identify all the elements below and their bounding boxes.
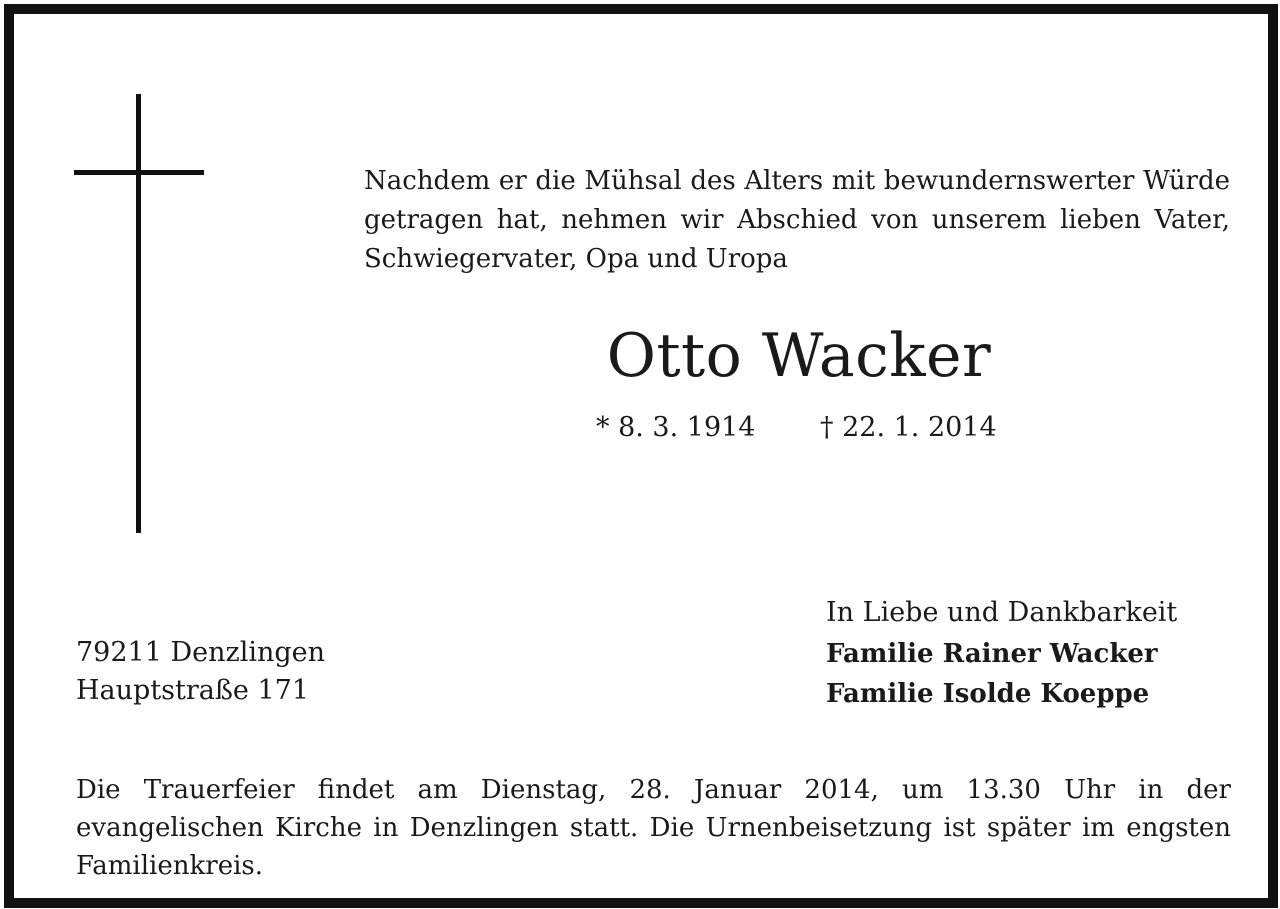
family-name: Familie Rainer Wacker [826, 639, 1158, 669]
birth-date: * 8. 3. 1914 [596, 412, 756, 443]
service-text: Die Trauerfeier findet am Dienstag, 28. Januar 2014, um 13.30 Uhr in der evangelischen Kirche in Denzlingen statt. Die Urnenbeisetzung ist später im engsten Familienkreis. [76, 775, 1231, 881]
cross-horizontal-bar [74, 170, 204, 175]
signoff-block [826, 592, 1177, 714]
intro-text: Nachdem er die Mühsal des Alters mit bewundernswerter Würde getragen hat, nehmen wir Abschied von unserem lieben Vater, Schwiegervater, Opa und Uropa [364, 166, 1230, 274]
family-name: Familie Isolde Koeppe [826, 679, 1150, 709]
signoff-greeting: In Liebe und Dankbarkeit [826, 597, 1178, 628]
address-line-street: Hauptstraße 171 [76, 675, 310, 706]
address-line-city: 79211 Denzlingen [76, 637, 326, 668]
obituary-frame [4, 4, 1278, 908]
deceased-name: Otto Wacker [606, 321, 992, 391]
address-block [76, 634, 325, 710]
cross-vertical-bar [136, 94, 141, 533]
death-date: † 22. 1. 2014 [820, 412, 997, 443]
